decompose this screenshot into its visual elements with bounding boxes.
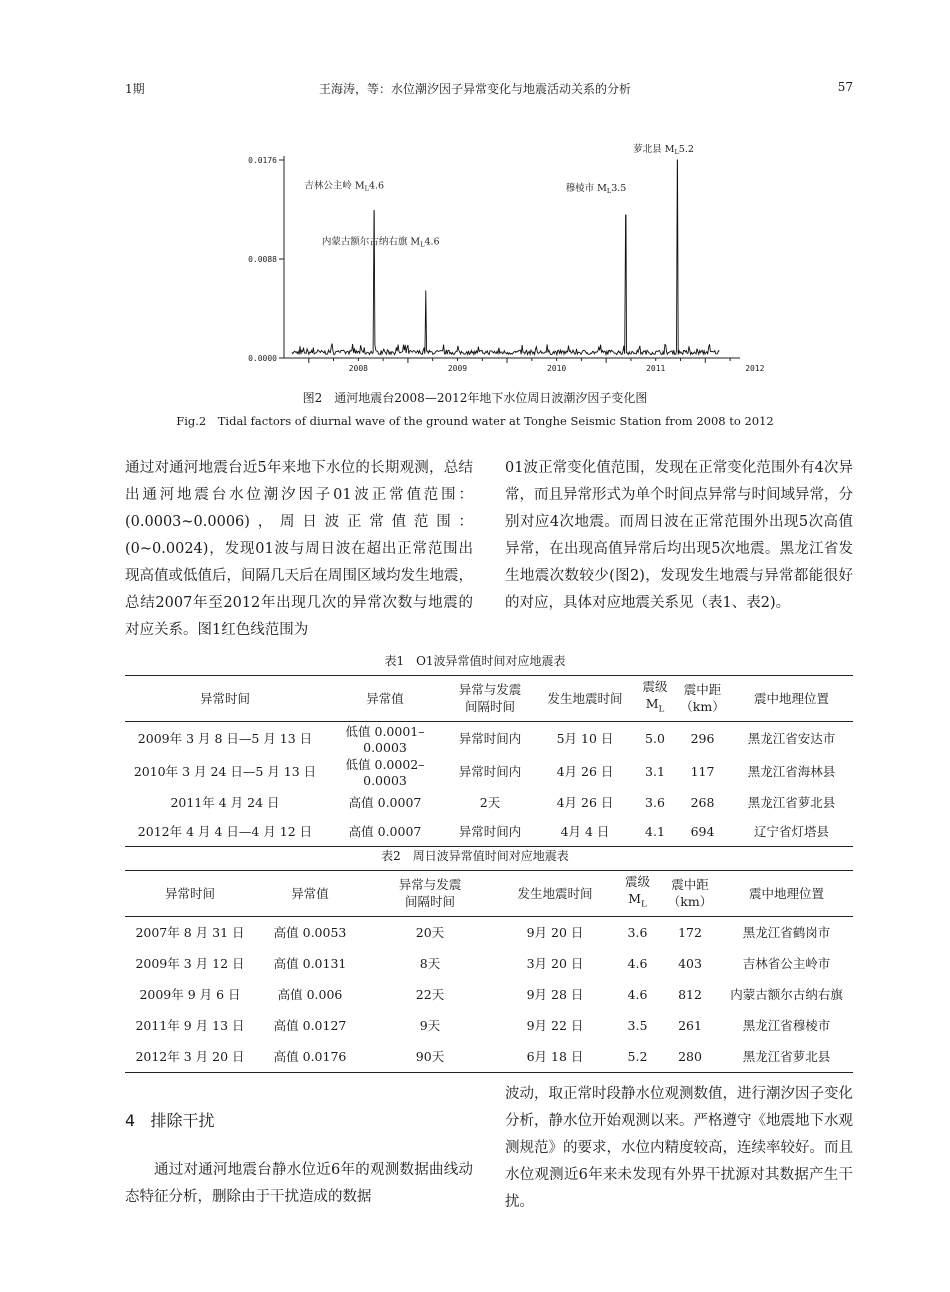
table-cell: 吉林省公主岭市 — [742, 956, 831, 971]
table-cell: 高值 0.0131 — [273, 956, 347, 971]
table-row — [125, 916, 853, 948]
bottom-left-paragraph: 通过对通河地震台静水位近6年的观测数据曲线动态特征分析，删除由于干扰造成的数据 — [125, 1162, 473, 1205]
table-cell: 内蒙古额尔古纳右旗 — [730, 987, 843, 1002]
table-row — [125, 1010, 853, 1041]
table-row — [125, 1041, 853, 1073]
x-tick-label: 2011 — [646, 364, 666, 373]
table1-header-loc: 震中地理位置 — [753, 690, 829, 706]
table-cell: 9月 20 日 — [526, 925, 584, 940]
table-cell: 3月 20 日 — [526, 956, 584, 971]
table-cell: 黑龙江省萝北县 — [742, 1049, 831, 1064]
table-cell: 6月 18 日 — [526, 1049, 584, 1064]
table1-header-time: 异常时间 — [199, 690, 250, 706]
table-cell: 268 — [690, 794, 715, 810]
table2-header-loc: 震中地理位置 — [748, 885, 824, 901]
section-number: 4 — [125, 1111, 136, 1130]
table1-caption: 表1 O1波异常值时间对应地震表 — [384, 654, 566, 668]
table-cell: 8天 — [419, 956, 441, 971]
table-cell: 3.5 — [627, 1017, 648, 1033]
table-cell: 2009年 9 月 6 日 — [139, 987, 241, 1002]
left-column — [125, 455, 473, 644]
peak-annotation: 内蒙古额尔古纳右旗 $M_L4.6$ — [321, 236, 440, 249]
table-cell: 4.6 — [627, 955, 648, 971]
table-cell: 高值 0.0176 — [273, 1049, 347, 1064]
table-cell: 280 — [678, 1048, 702, 1064]
table-cell: 694 — [690, 823, 715, 839]
table2-header-quake: 发生地震时间 — [517, 885, 593, 901]
table-cell: 4月 26 日 — [556, 795, 614, 810]
section-heading — [125, 1108, 214, 1131]
table2-header-dist: 震中距 （km） — [667, 877, 713, 910]
table-cell: 黑龙江省萝北县 — [747, 795, 836, 810]
table-cell: 4.1 — [645, 823, 665, 839]
table-cell: 5.2 — [627, 1048, 648, 1064]
table-cell: 2009年 3 月 12 日 — [135, 956, 245, 971]
x-tick-label: 2009 — [447, 364, 468, 373]
table-cell: 低值 0.0002–0.0003 — [345, 756, 425, 788]
y-tick-label: 0.0088 — [248, 255, 277, 264]
left-paragraph: 通过对通河地震台近5年来地下水位的长期观测，总结出通河地震台水位潮汐因子01波正常值范围：(0.0003~0.0006)，周日波正常值范围：(0~0.0024)，发现01波与周日波在超出正常范围出现高值或低值后，间隔几天后在周围区域均发生地震，总结2007年至2012年出现几次的异常次数与地震的对应关系。图1红色线范围为 — [125, 460, 473, 638]
table-cell: 黑龙江省鹤岗市 — [742, 925, 831, 940]
table-cell: 2010年 3 月 24 日—5 月 13 日 — [133, 764, 317, 779]
table-cell: 261 — [678, 1017, 702, 1033]
table-cell: 2天 — [479, 795, 501, 810]
table1-header-row — [125, 676, 853, 722]
table-cell: 20天 — [415, 925, 445, 940]
peak-annotation: 吉林公主岭 $M_L4.6$ — [304, 180, 385, 193]
table-cell: 黑龙江省安达市 — [747, 731, 836, 746]
table-cell: 172 — [678, 924, 702, 940]
table-cell: 4月 26 日 — [556, 764, 614, 779]
y-tick-label: 0.0176 — [248, 156, 277, 165]
table-row — [125, 948, 853, 979]
table-cell: 812 — [678, 986, 702, 1002]
table1-header-value: 异常值 — [366, 690, 404, 706]
table2-header-interval: 异常与发震 间隔时间 — [398, 877, 462, 910]
table2-caption: 表2 周日波异常值时间对应地震表 — [381, 849, 569, 863]
table1-header-mag: 震级 $M_L$ — [642, 679, 668, 715]
table-cell: 黑龙江省海林县 — [747, 764, 836, 779]
table-cell: 2012年 3 月 20 日 — [135, 1049, 245, 1064]
table-cell: 异常时间内 — [458, 731, 522, 746]
table1-header-quake: 发生地震时间 — [547, 690, 623, 706]
table-cell: 2011年 4 月 24 日 — [170, 795, 280, 810]
table2-header-value: 异常值 — [291, 885, 329, 901]
table1-header-interval: 异常与发震 间隔时间 — [458, 682, 522, 715]
table-cell: 9月 22 日 — [526, 1018, 584, 1033]
table-cell: 2012年 4 月 4 日—4 月 12 日 — [137, 824, 313, 839]
table2 — [125, 870, 853, 1073]
figure-caption-cn: 图2 通河地震台2008—2012年地下水位周日波潮汐因子变化图 — [302, 391, 648, 405]
table2-header-mag: 震级 $M_L$ — [624, 874, 650, 910]
table-row — [125, 721, 853, 755]
table-cell: 90天 — [415, 1049, 445, 1064]
right-paragraph: 01波正常变化值范围，发现在正常变化范围外有4次异常，而且异常形式为单个时间点异常与时间域异常，分别对应4次地震。而周日波在正常范围外出现5次高值异常，在出现高值异常后均出现5次地震。黑龙江省发生地震次数较少(图2)，发现发生地震与异常都能很好的对应，具体对应地震关系见（表1、表2)。 — [505, 460, 853, 611]
table-cell: 296 — [690, 730, 715, 746]
table-cell: 高值 0.0127 — [273, 1018, 347, 1033]
table-row — [125, 755, 853, 788]
table-row — [125, 979, 853, 1010]
x-tick-label: 2008 — [348, 364, 368, 373]
table-row — [125, 788, 853, 817]
right-column — [505, 455, 853, 617]
peak-annotation: 穆棱市 $M_L3.5$ — [565, 183, 627, 196]
table-cell: 117 — [690, 763, 715, 779]
peak-annotation: 萝北县 $M_L5.2$ — [633, 144, 694, 156]
table2-body — [125, 916, 853, 1072]
x-tick-label: 2010 — [546, 364, 567, 373]
table-cell: 3.6 — [645, 794, 665, 810]
table1-body — [125, 721, 853, 846]
table-cell: 2007年 8 月 31 日 — [135, 925, 245, 940]
bottom-right-paragraph: 波动，取正常时段静水位观测数值，进行潮汐因子变化分析，静水位开始观测以来。严格遵守《地震地下水观测规范》的要求，水位内精度较高，连续率较好。而且水位观测近6年来未发现有外界干扰源对其数据产生干扰。 — [505, 1086, 853, 1210]
table-cell: 低值 0.0001–0.0003 — [345, 723, 425, 755]
bottom-right-column — [505, 1081, 853, 1216]
bottom-left-column — [125, 1157, 473, 1211]
table-cell: 4月 4 日 — [560, 824, 610, 839]
table-cell: 高值 0.0007 — [348, 795, 422, 810]
table-cell: 高值 0.0007 — [348, 824, 422, 839]
table-row — [125, 817, 853, 847]
table1-header-dist: 震中距 （km） — [680, 682, 725, 715]
figure-caption-en: Fig.2 Tidal factors of diurnal wave of the ground water at Tonghe Seismic Station from 2008 to 2012 — [176, 414, 774, 428]
table-cell: 22天 — [415, 987, 445, 1002]
section-title: 排除干扰 — [150, 1111, 215, 1130]
tidal-factor-chart — [230, 140, 765, 390]
table-cell: 辽宁省灯塔县 — [753, 824, 829, 839]
x-tick-label: 2012 — [745, 364, 765, 373]
table-cell: 5.0 — [645, 730, 665, 746]
y-tick-label: 0.0000 — [248, 354, 277, 363]
table-cell: 3.6 — [627, 924, 648, 940]
table-cell: 黑龙江省穆棱市 — [742, 1018, 831, 1033]
page-number: 57 — [837, 80, 853, 94]
table-cell: 高值 0.006 — [277, 987, 343, 1002]
table-cell: 高值 0.0053 — [273, 925, 347, 940]
table-cell: 3.1 — [645, 763, 665, 779]
table2-header-row — [125, 871, 853, 917]
table-cell: 9月 28 日 — [526, 987, 584, 1002]
table-cell: 异常时间内 — [458, 824, 522, 839]
table1 — [125, 675, 853, 847]
table-cell: 5月 10 日 — [556, 731, 614, 746]
issue-number: 1期 — [125, 82, 145, 96]
table-cell: 4.6 — [627, 986, 648, 1002]
table-cell: 2011年 9 月 13 日 — [135, 1018, 245, 1033]
table-cell: 2009年 3 月 8 日—5 月 13 日 — [137, 731, 313, 746]
running-title: 王海涛，等：水位潮汐因子异常变化与地震活动关系的分析 — [318, 82, 631, 96]
table-cell: 异常时间内 — [458, 764, 522, 779]
table2-header-time: 异常时间 — [164, 885, 215, 901]
table-cell: 403 — [678, 955, 702, 971]
table-cell: 9天 — [419, 1018, 441, 1033]
